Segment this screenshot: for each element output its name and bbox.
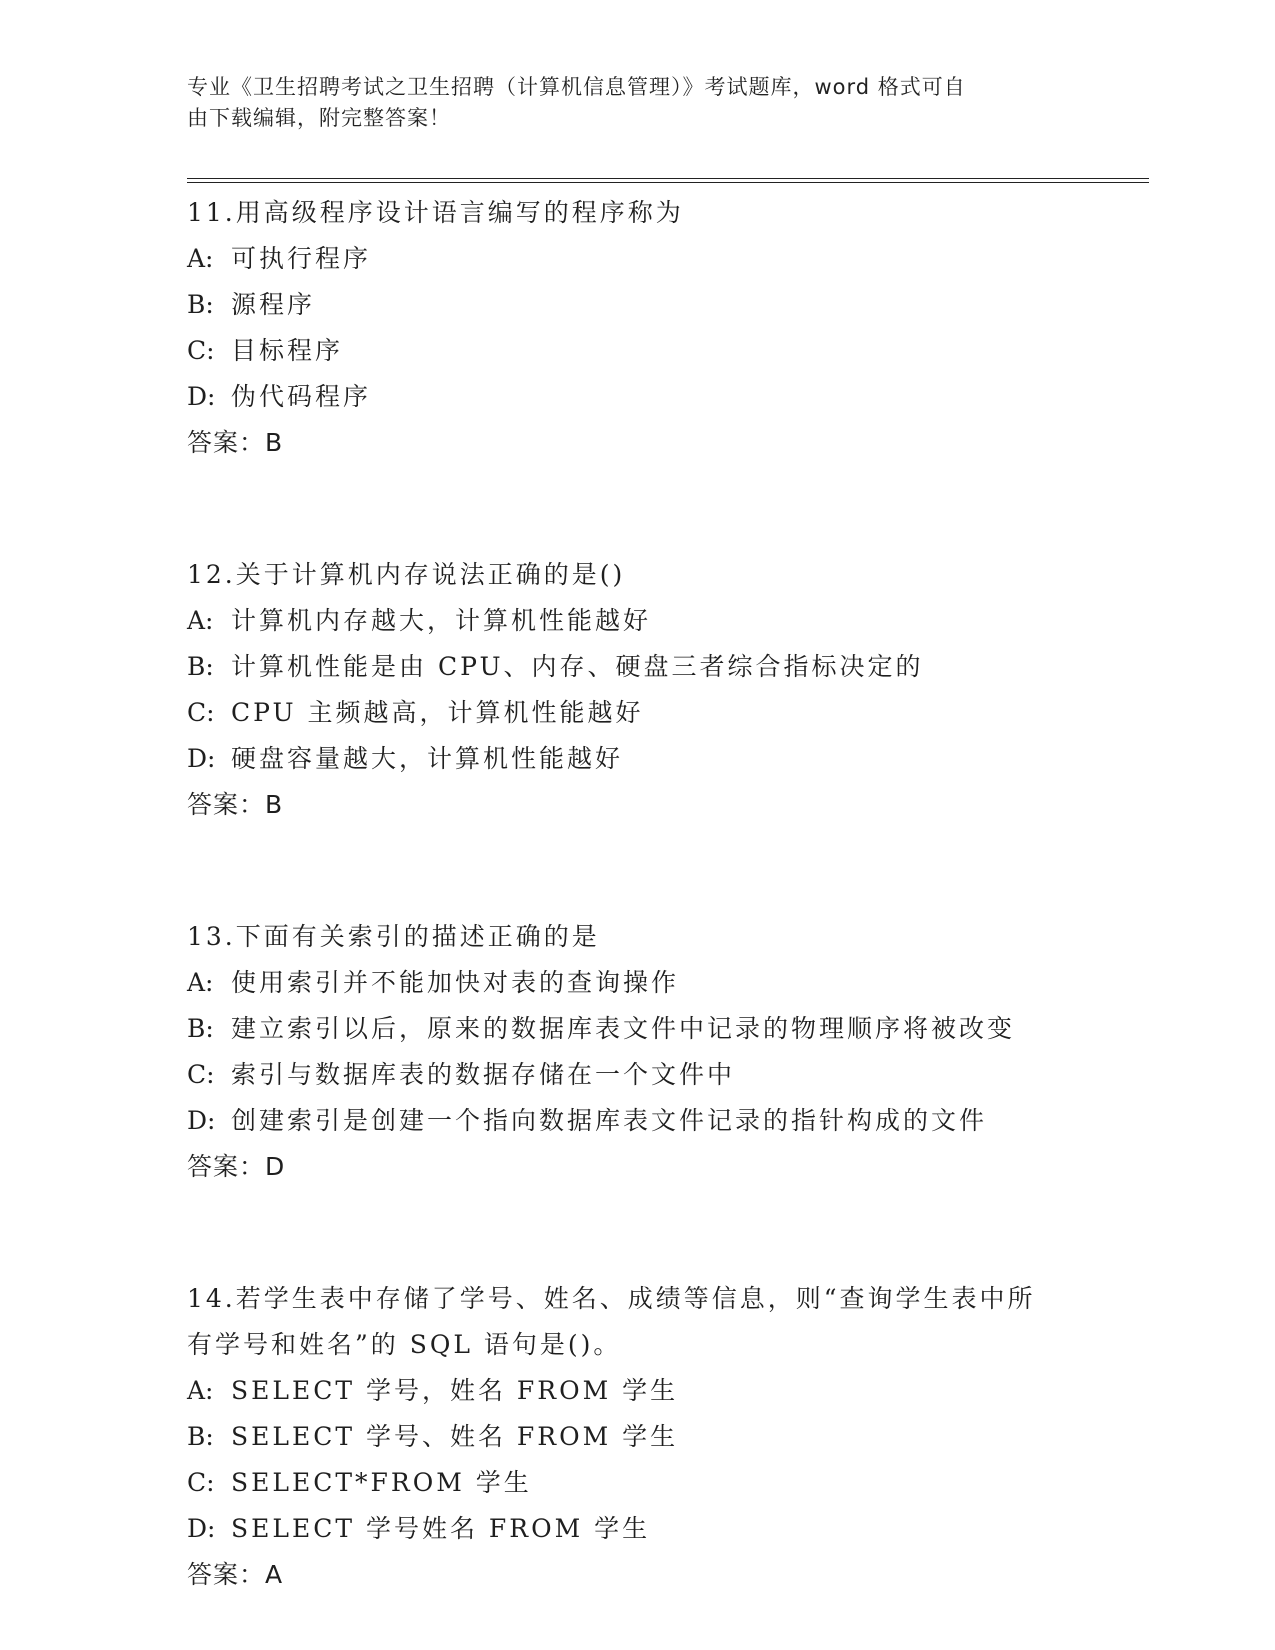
option-text: 目标程序 bbox=[231, 336, 344, 365]
option-letter: A: bbox=[187, 244, 214, 273]
option-b bbox=[187, 282, 1147, 328]
option-a bbox=[187, 960, 1147, 1006]
header-line-1: 专业《卫生招聘考试之卫生招聘（计算机信息管理）》考试题库，word 格式可自 bbox=[187, 75, 966, 99]
option-letter: B: bbox=[187, 1014, 214, 1043]
option-letter: C: bbox=[187, 1060, 215, 1089]
question-spacer bbox=[187, 466, 1147, 552]
question-spacer bbox=[187, 828, 1147, 914]
option-d bbox=[187, 1506, 1147, 1552]
question-13 bbox=[187, 914, 1147, 1190]
option-b bbox=[187, 1414, 1147, 1460]
option-letter: D: bbox=[187, 382, 216, 411]
question-title: 13.下面有关索引的描述正确的是 bbox=[187, 922, 600, 951]
option-c bbox=[187, 1460, 1147, 1506]
option-text: 硬盘容量越大，计算机性能越好 bbox=[231, 744, 624, 773]
header-divider-top bbox=[187, 178, 1149, 179]
option-letter: B: bbox=[187, 652, 214, 681]
option-a bbox=[187, 1368, 1147, 1414]
option-text: SELECT*FROM 学生 bbox=[231, 1468, 532, 1497]
option-text: 索引与数据库表的数据存储在一个文件中 bbox=[231, 1060, 736, 1089]
option-d bbox=[187, 1098, 1147, 1144]
option-c bbox=[187, 690, 1147, 736]
option-d bbox=[187, 374, 1147, 420]
question-list bbox=[187, 190, 1147, 1598]
option-a bbox=[187, 236, 1147, 282]
option-letter: B: bbox=[187, 1422, 214, 1451]
option-c bbox=[187, 328, 1147, 374]
question-14 bbox=[187, 1276, 1147, 1598]
option-text: 计算机内存越大，计算机性能越好 bbox=[231, 606, 652, 635]
option-letter: D: bbox=[187, 744, 216, 773]
option-c bbox=[187, 1052, 1147, 1098]
answer: 答案：D bbox=[187, 1152, 286, 1181]
option-text: 源程序 bbox=[231, 290, 316, 319]
option-b bbox=[187, 644, 1147, 690]
question-12 bbox=[187, 552, 1147, 828]
option-text: 使用索引并不能加快对表的查询操作 bbox=[231, 968, 680, 997]
header-divider-bottom bbox=[187, 182, 1149, 183]
option-text: 伪代码程序 bbox=[231, 382, 372, 411]
option-text: 创建索引是创建一个指向数据库表文件记录的指针构成的文件 bbox=[231, 1106, 988, 1135]
answer: 答案：A bbox=[187, 1560, 284, 1589]
option-letter: D: bbox=[187, 1106, 216, 1135]
option-text: 可执行程序 bbox=[231, 244, 372, 273]
option-text: 建立索引以后，原来的数据库表文件中记录的物理顺序将被改变 bbox=[231, 1014, 1016, 1043]
question-spacer bbox=[187, 1190, 1147, 1276]
option-d bbox=[187, 736, 1147, 782]
question-title: 11.用高级程序设计语言编写的程序称为 bbox=[187, 198, 684, 227]
question-title-continued: 有学号和姓名”的 SQL 语句是()。 bbox=[187, 1330, 622, 1359]
option-letter: A: bbox=[187, 968, 214, 997]
option-b bbox=[187, 1006, 1147, 1052]
question-title: 14.若学生表中存储了学号、姓名、成绩等信息，则“查询学生表中所 bbox=[187, 1284, 1036, 1313]
option-text: CPU 主频越高，计算机性能越好 bbox=[231, 698, 644, 727]
option-letter: C: bbox=[187, 698, 215, 727]
question-title: 12.关于计算机内存说法正确的是() bbox=[187, 560, 626, 589]
option-text: SELECT 学号，姓名 FROM 学生 bbox=[231, 1376, 679, 1405]
option-letter: A: bbox=[187, 1376, 214, 1405]
header-line-2: 由下载编辑，附完整答案！ bbox=[187, 106, 451, 130]
option-letter: D: bbox=[187, 1514, 216, 1543]
option-letter: B: bbox=[187, 290, 214, 319]
option-letter: C: bbox=[187, 336, 215, 365]
option-a bbox=[187, 598, 1147, 644]
option-text: SELECT 学号姓名 FROM 学生 bbox=[231, 1514, 651, 1543]
option-text: 计算机性能是由 CPU、内存、硬盘三者综合指标决定的 bbox=[231, 652, 924, 681]
answer: 答案：B bbox=[187, 790, 284, 819]
option-letter: C: bbox=[187, 1468, 215, 1497]
document-header bbox=[187, 72, 1067, 134]
question-11 bbox=[187, 190, 1147, 466]
option-text: SELECT 学号、姓名 FROM 学生 bbox=[231, 1422, 679, 1451]
answer: 答案：B bbox=[187, 428, 284, 457]
option-letter: A: bbox=[187, 606, 214, 635]
